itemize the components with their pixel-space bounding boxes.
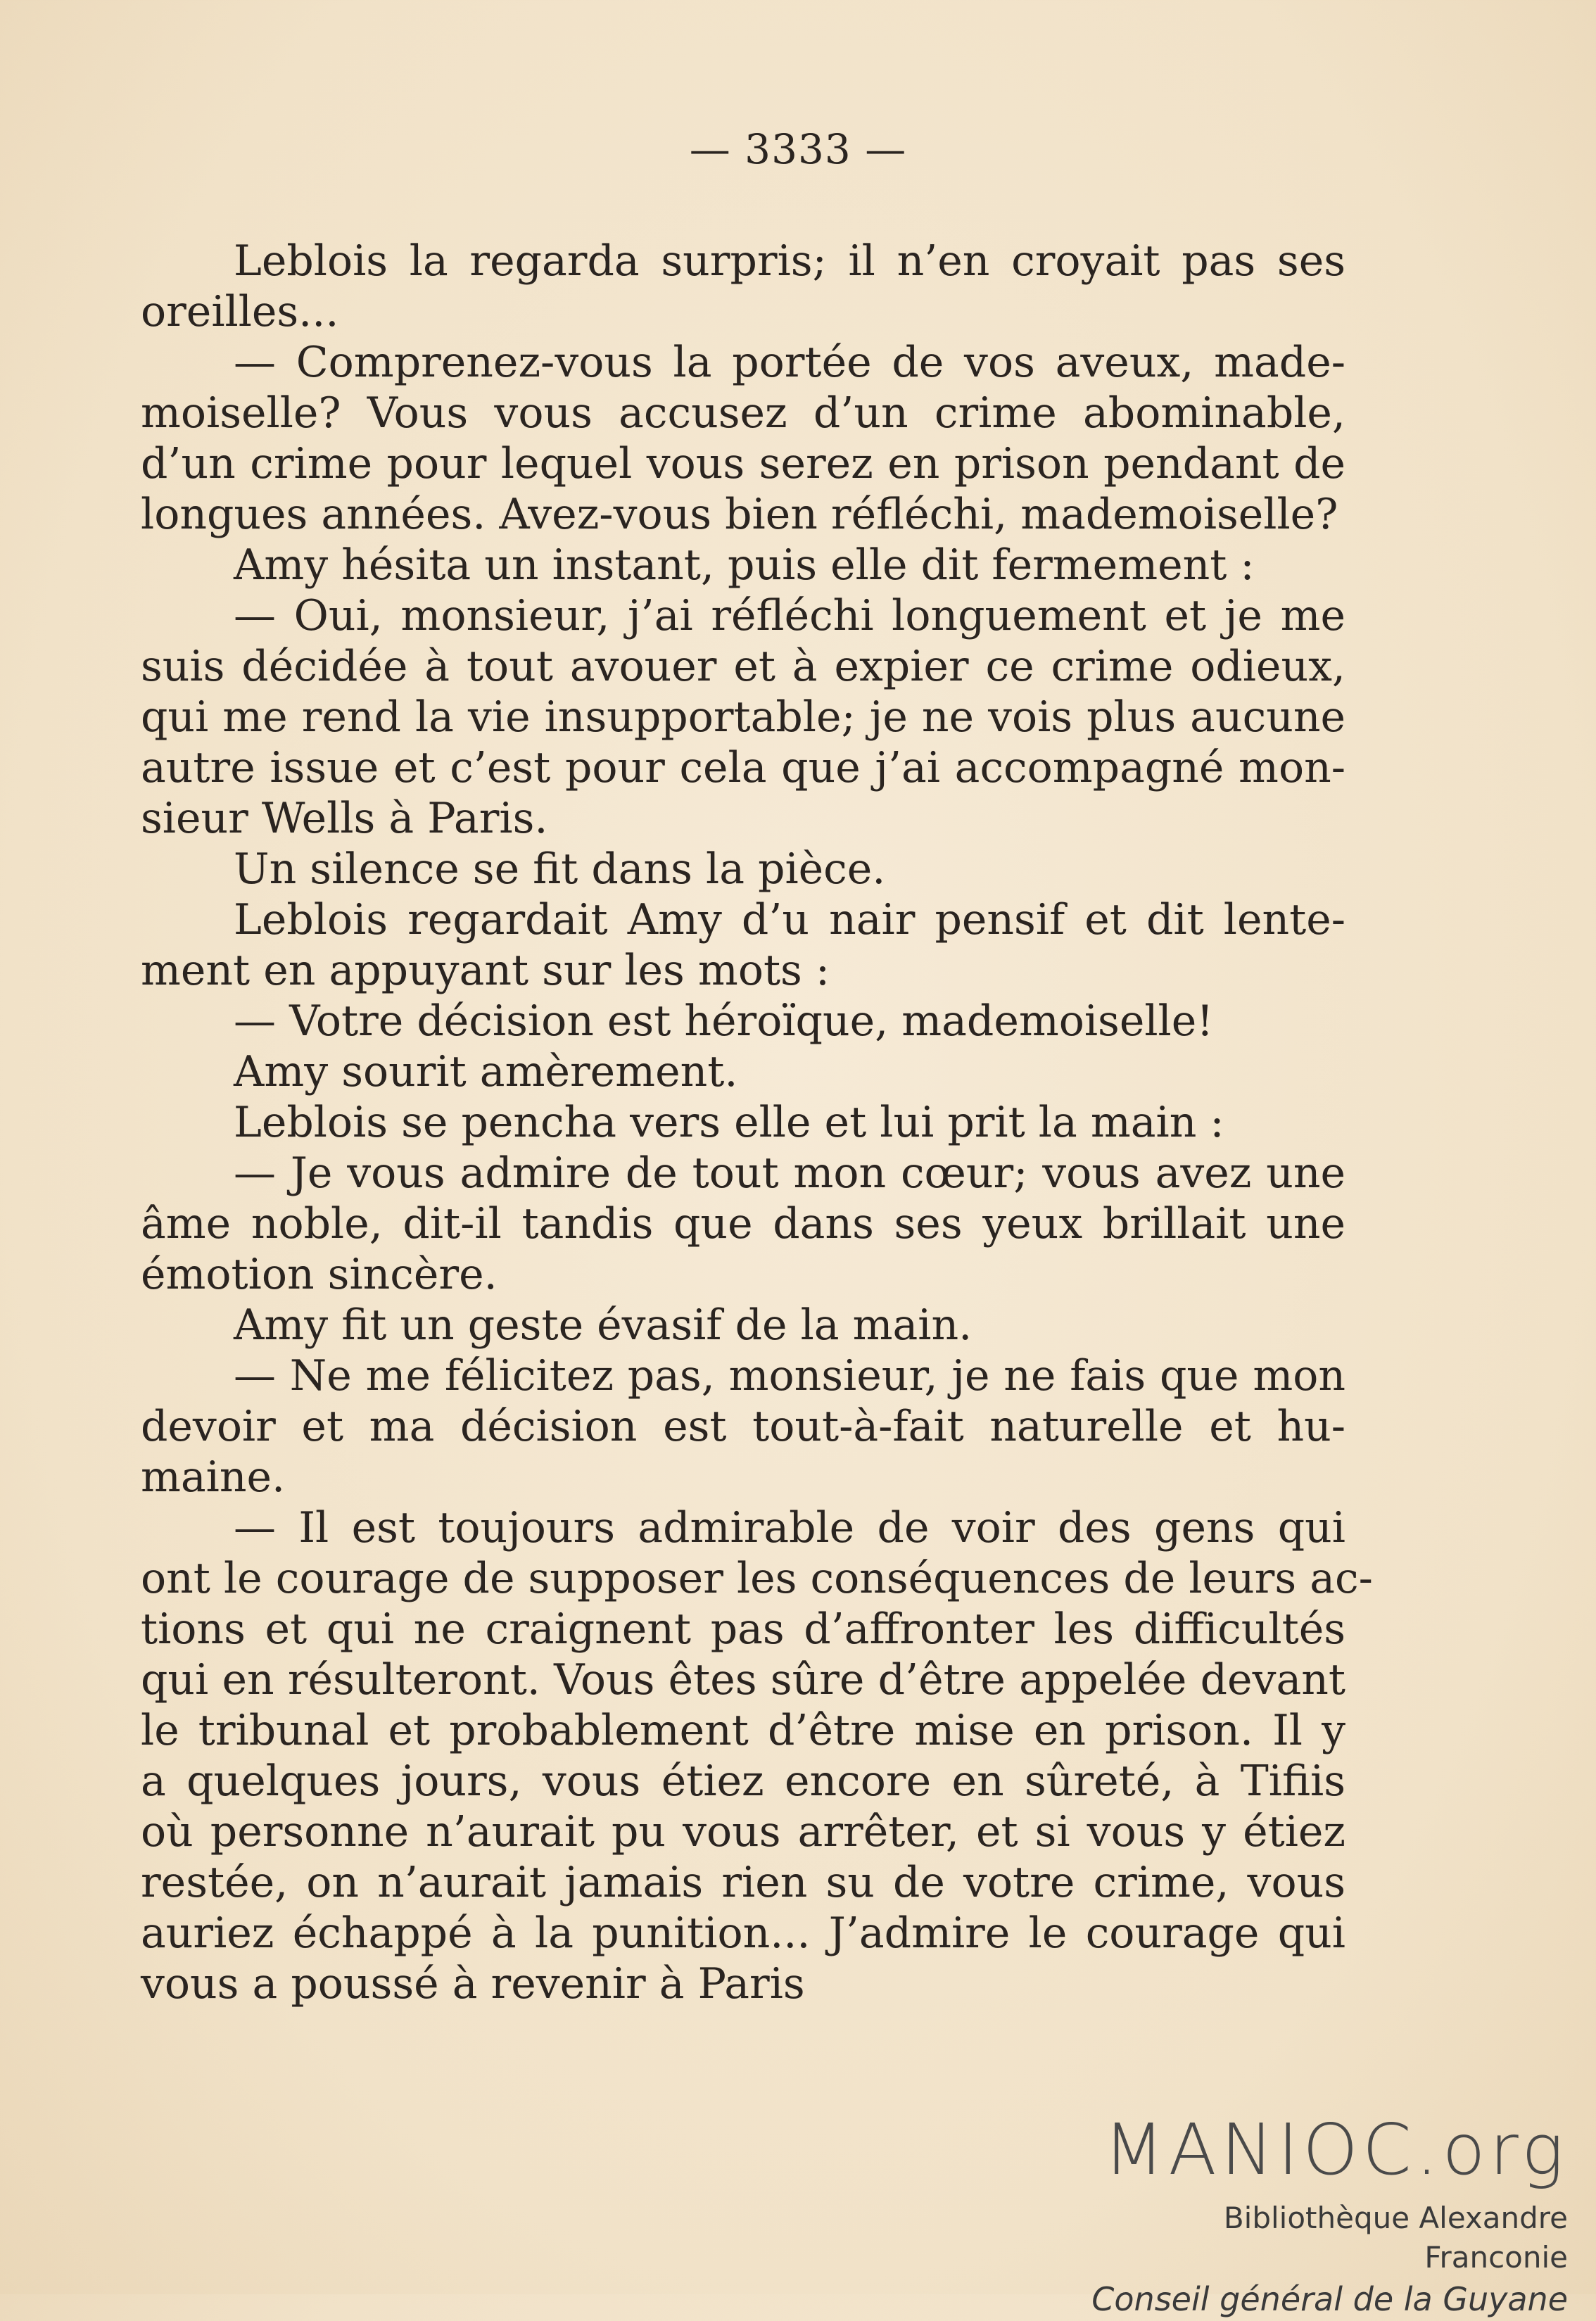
text-line: sieur Wells à Paris.	[141, 794, 548, 843]
text-line: oreilles...	[141, 287, 339, 336]
text-line: autre issue et c’est pour cela que j’ai accompagné mon-	[141, 743, 1345, 792]
text-line: âme noble, dit-il tandis que dans ses yeux brillait une	[141, 1199, 1345, 1248]
text-line: — Je vous admire de tout mon cœur; vous avez une	[234, 1149, 1345, 1198]
institution-line-1: Bibliothèque Alexandre Franconie	[1223, 2201, 1568, 2275]
text-line: Leblois se pencha vers elle et lui prit la main :	[234, 1098, 1224, 1147]
page-number: — 3333 —	[689, 125, 907, 173]
text-line: — Oui, monsieur, j’ai réfléchi longuement et je me	[234, 591, 1345, 640]
text-line: Leblois la regarda surpris; il n’en croyait pas ses	[234, 236, 1345, 286]
text-line: Amy fit un geste évasif de la main.	[234, 1301, 973, 1350]
text-line: longues années. Avez-vous bien réfléchi, mademoiselle?	[141, 490, 1338, 539]
text-line: maine.	[141, 1453, 286, 1502]
text-line: a quelques jours, vous étiez encore en sûreté, à Tifiis	[141, 1757, 1345, 1806]
text-line: vous a poussé à revenir à Paris	[141, 1959, 805, 2009]
text-line: Un silence se fit dans la pièce.	[234, 845, 886, 894]
text-line: Amy sourit amèrement.	[234, 1047, 738, 1096]
text-line: qui me rend la vie insupportable; je ne vois plus aucune	[141, 692, 1345, 742]
text-line: — Votre décision est héroïque, mademoiselle!	[234, 997, 1214, 1046]
text-line: restée, on n’aurait jamais rien su de votre crime, vous	[141, 1858, 1345, 1907]
text-line: le tribunal et probablement d’être mise en prison. Il y	[141, 1706, 1345, 1755]
text-line: Amy hésita un instant, puis elle dit fermement :	[234, 540, 1255, 590]
text-line: — Il est toujours admirable de voir des gens qui	[234, 1503, 1345, 1552]
text-line: auriez échappé à la punition... J’admire le courage qui	[141, 1909, 1345, 1958]
institution-line-2: Conseil général de la Guyane	[1091, 2280, 1568, 2318]
text-line: où personne n’aurait pu vous arrêter, et si vous y étiez	[141, 1807, 1345, 1857]
text-body	[141, 236, 1373, 2009]
text-line: ont le courage de supposer les conséquences de leurs ac-	[141, 1554, 1373, 1603]
manioc-logo: MANIOC.org	[1103, 2108, 1568, 2191]
manioc-watermark	[1075, 2108, 1568, 2321]
text-line: émotion sincère.	[141, 1250, 498, 1299]
text-line: suis décidée à tout avouer et à expier ce crime odieux,	[141, 642, 1345, 691]
text-line: devoir et ma décision est tout-à-fait naturelle et hu-	[141, 1402, 1345, 1451]
text-line: — Ne me félicitez pas, monsieur, je ne fais que mon	[234, 1351, 1345, 1400]
text-line: d’un crime pour lequel vous serez en prison pendant de	[141, 439, 1345, 488]
text-line: — Comprenez-vous la portée de vos aveux, made-	[234, 338, 1345, 387]
text-line: moiselle? Vous vous accusez d’un crime abominable,	[141, 388, 1345, 438]
text-line: Leblois regardait Amy d’u nair pensif et dit lente-	[234, 895, 1345, 944]
text-line: qui en résulteront. Vous êtes sûre d’être appelée devant	[141, 1655, 1345, 1705]
text-line: ment en appuyant sur les mots :	[141, 946, 830, 995]
text-line: tions et qui ne craignent pas d’affronter les difficultés	[141, 1605, 1345, 1654]
